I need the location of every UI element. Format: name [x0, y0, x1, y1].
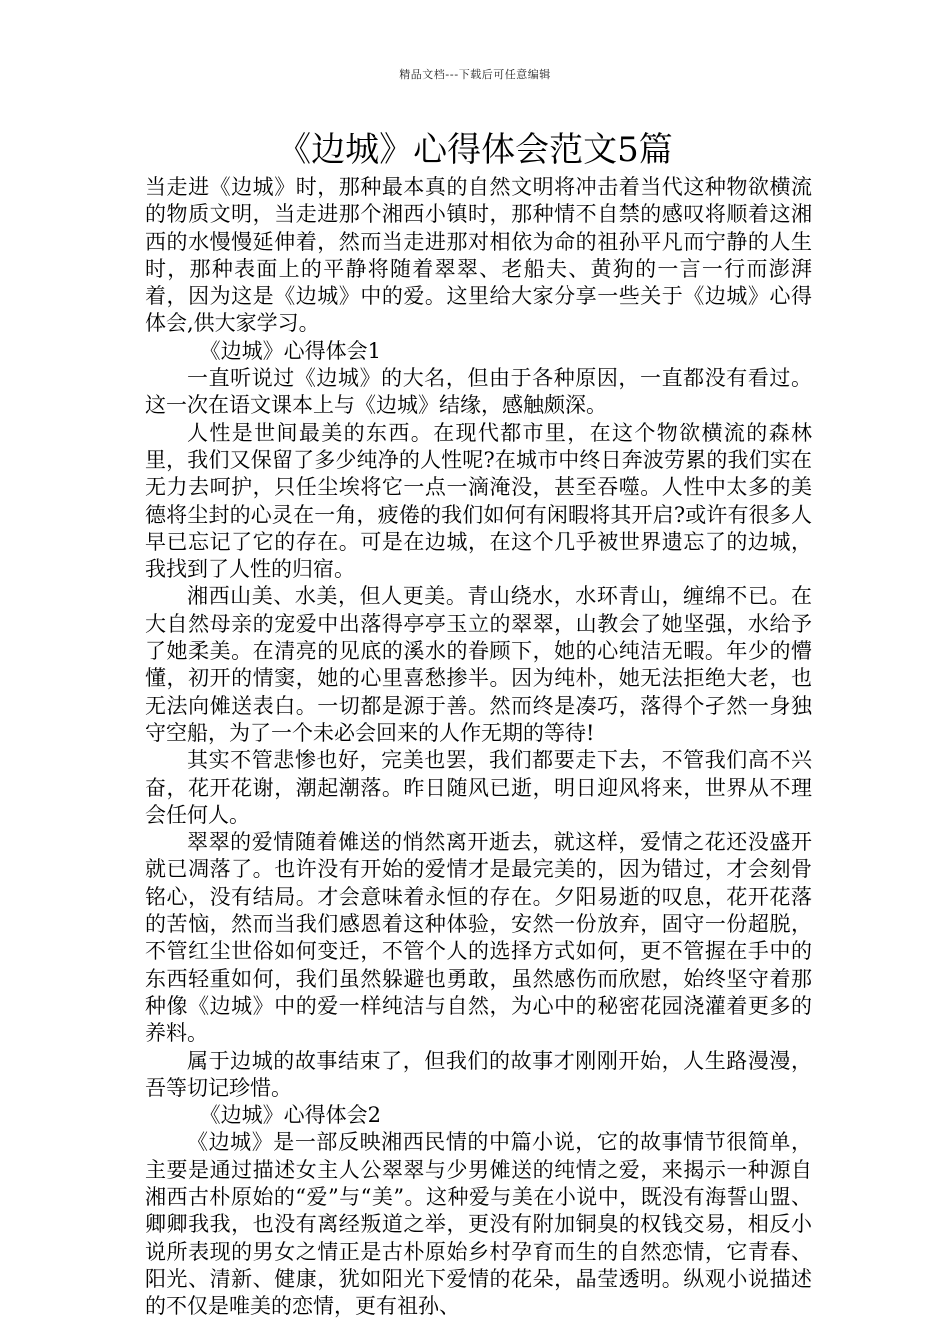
body-paragraph: 一直听说过《边城》的大名，但由于各种原因，一直都没有看过。这一次在语文课本上与《边城》结缘，感触颇深。: [145, 366, 812, 418]
intro-paragraph: 当走进《边城》时，那种最本真的自然文明将冲击着当代这种物欲横流的物质文明，当走进那个湘西小镇时，那种情不自禁的感叹将顺着这湘西的水慢慢延伸着，然而当走进那对相依为命的祖孙平凡而宁静的人生时，那种表面上的平静将随着翠翠、老船夫、黄狗的一言一行而澎湃着，因为这是《边城》中的爱。这里给大家分享一些关于《边城》心得体会,供大家学习。: [145, 175, 812, 336]
page-header: 精品文档---下载后可任意编辑: [399, 68, 551, 81]
document-body: [145, 174, 812, 1320]
body-paragraph: 翠翠的爱情随着傩送的悄然离开逝去，就这样，爱情之花还没盛开就已凋落了。也许没有开始的爱情才是最完美的，因为错过，才会刻骨铭心，没有结局。才会意味着永恒的存在。夕阳易逝的叹息，花开花落的苦恼，然而当我们感恩着这种体验，安然一份放弃，固守一份超脱，不管红尘世俗如何变迁，不管个人的选择方式如何，更不管握在手中的东西轻重如何，我们虽然躲避也勇敢，虽然感伤而欣慰，始终坚守着那种像《边城》中的爱一样纯洁与自然，为心中的秘密花园浇灌着更多的养料。: [145, 830, 812, 1046]
body-paragraph: 湘西山美、水美，但人更美。青山绕水，水环青山，缠绵不已。在大自然母亲的宠爱中出落得亭亭玉立的翠翠，山教会了她坚强，水给予了她柔美。在清亮的见底的溪水的眷顾下，她的心纯洁无暇。年少的懵懂，初开的情窦，她的心里喜愁掺半。因为纯朴，她无法拒绝大老，也无法向傩送表白。一切都是源于善。然而终是凑巧，落得个孑然一身独守空船，为了一个未必会回来的人作无期的等待!: [145, 584, 812, 745]
body-paragraph: 《边城》是一部反映湘西民情的中篇小说，它的故事情节很简单，主要是通过描述女主人公翠翠与少男傩送的纯情之爱，来揭示一种源自湘西古朴原始的“爱”与“美”。这种爱与美在小说中，既没有海誓山盟、卿卿我我，也没有离经叛道之举，更没有附加铜臭的权钱交易，相反小说所表现的男女之情正是古朴原始乡村孕育而生的自然恋情，它青春、阳光、清新、健康，犹如阳光下爱情的花朵，晶莹透明。纵观小说描述的不仅是唯美的恋情，更有祖孙、: [145, 1130, 812, 1319]
document-title: 《边城》心得体会范文5篇: [277, 130, 673, 170]
body-paragraph: 其实不管悲惨也好，完美也罢，我们都要走下去，不管我们高不兴奋，花开花谢，潮起潮落。昨日随风已逝，明日迎风将来，世界从不理会任何人。: [145, 748, 812, 827]
section-heading: 《边城》心得体会2: [199, 1103, 381, 1128]
body-paragraph: 属于边城的故事结束了，但我们的故事才刚刚开始，人生路漫漫，吾等切记珍惜。: [145, 1048, 812, 1100]
section-heading: 《边城》心得体会1: [199, 338, 381, 363]
body-paragraph: 人性是世间最美的东西。在现代都市里，在这个物欲横流的森林里，我们又保留了多少纯净的人性呢?在城市中终日奔波劳累的我们实在无力去呵护，只任尘埃将它一点一滴淹没，甚至吞噬。人性中太多的美德将尘封的心灵在一角，疲倦的我们如何有闲暇将其开启?或许有很多人早已忘记了它的存在。可是在边城，在这个几乎被世界遗忘了的边城，我找到了人性的归宿。: [145, 420, 812, 582]
